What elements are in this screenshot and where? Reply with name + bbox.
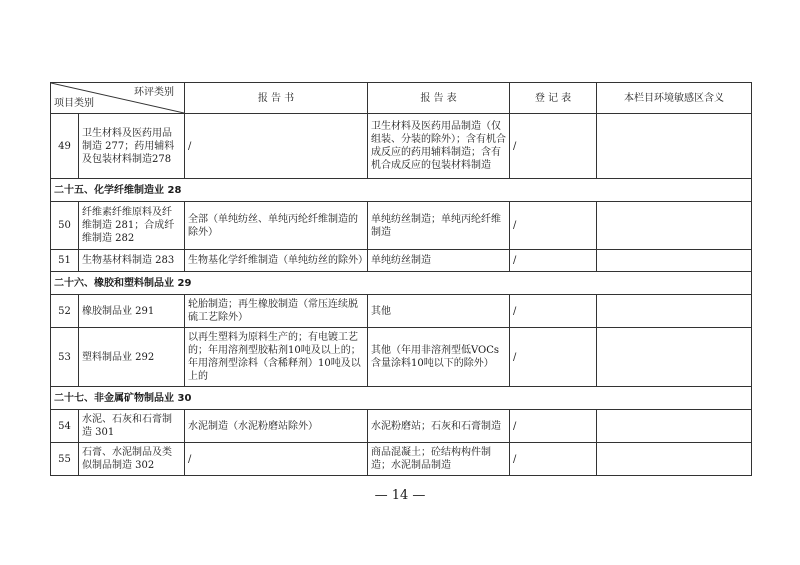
report-book-cell: 生物基化学纤维制造（单纯纺丝的除外） <box>185 250 368 272</box>
register-cell: / <box>510 443 597 476</box>
report-book-cell: / <box>185 443 368 476</box>
project-name: 石膏、水泥制品及类似制品制造 302 <box>79 443 185 476</box>
row-number: 51 <box>51 250 79 272</box>
sensitive-cell <box>597 328 752 387</box>
section-title: 二十七、非金属矿物制品业 30 <box>51 387 752 410</box>
header-report-form: 报 告 表 <box>368 83 510 114</box>
report-form-cell: 单纯纺丝制造 <box>368 250 510 272</box>
section-row <box>51 272 752 295</box>
report-form-cell: 其他（年用非溶剂型低VOCs含量涂料10吨以下的除外） <box>368 328 510 387</box>
register-cell: / <box>510 328 597 387</box>
report-form-cell: 其他 <box>368 295 510 328</box>
row-number: 52 <box>51 295 79 328</box>
project-name: 生物基材料制造 283 <box>79 250 185 272</box>
page-number: — 14 — <box>374 488 426 503</box>
register-cell: / <box>510 410 597 443</box>
table-header-row <box>51 83 752 114</box>
header-report-book: 报 告 书 <box>185 83 368 114</box>
row-number: 54 <box>51 410 79 443</box>
report-form-cell: 单纯纺丝制造；单纯丙纶纤维制造 <box>368 202 510 250</box>
row-number: 55 <box>51 443 79 476</box>
report-form-cell: 商品混凝土；砼结构构件制造；水泥制品制造 <box>368 443 510 476</box>
project-name: 卫生材料及医药用品制造 277；药用辅料及包装材料制造278 <box>79 114 185 179</box>
sensitive-cell <box>597 443 752 476</box>
report-book-cell: 以再生塑料为原料生产的；有电镀工艺的；年用溶剂型胶粘剂10吨及以上的；年用溶剂型涂料（含稀释剂）10吨及以上的 <box>185 328 368 387</box>
table-row <box>51 443 752 476</box>
register-cell: / <box>510 250 597 272</box>
table-row <box>51 328 752 387</box>
sensitive-cell <box>597 295 752 328</box>
header-register: 登 记 表 <box>510 83 597 114</box>
row-number: 49 <box>51 114 79 179</box>
report-book-cell: 全部（单纯纺丝、单纯丙纶纤维制造的除外） <box>185 202 368 250</box>
project-name: 塑料制品业 292 <box>79 328 185 387</box>
register-cell: / <box>510 295 597 328</box>
project-name: 橡胶制品业 291 <box>79 295 185 328</box>
sensitive-cell <box>597 410 752 443</box>
header-corner-top: 环评类别 <box>134 87 174 98</box>
report-book-cell: 轮胎制造；再生橡胶制造（常压连续脱硫工艺除外） <box>185 295 368 328</box>
row-number: 50 <box>51 202 79 250</box>
header-corner-cell <box>51 83 185 114</box>
row-number: 53 <box>51 328 79 387</box>
sensitive-cell <box>597 202 752 250</box>
register-cell: / <box>510 202 597 250</box>
sensitive-cell <box>597 114 752 179</box>
header-corner-bottom: 项目类别 <box>54 98 94 109</box>
report-book-cell: / <box>185 114 368 179</box>
header-sensitive: 本栏目环境敏感区含义 <box>597 83 752 114</box>
report-book-cell: 水泥制造（水泥粉磨站除外） <box>185 410 368 443</box>
section-title: 二十六、橡胶和塑料制品业 29 <box>51 272 752 295</box>
section-row <box>51 179 752 202</box>
table-row <box>51 410 752 443</box>
project-name: 水泥、石灰和石膏制造 301 <box>79 410 185 443</box>
table-row <box>51 114 752 179</box>
report-form-cell: 水泥粉磨站；石灰和石膏制造 <box>368 410 510 443</box>
project-name: 纤维素纤维原料及纤维制造 281；合成纤维制造 282 <box>79 202 185 250</box>
register-cell: / <box>510 114 597 179</box>
table-row <box>51 295 752 328</box>
classification-table <box>50 82 752 476</box>
sensitive-cell <box>597 250 752 272</box>
section-title: 二十五、化学纤维制造业 28 <box>51 179 752 202</box>
section-row <box>51 387 752 410</box>
table-row <box>51 202 752 250</box>
table-row <box>51 250 752 272</box>
report-form-cell: 卫生材料及医药用品制造（仅组装、分装的除外）；含有机合成反应的药用辅料制造；含有机合成反应的包装材料制造 <box>368 114 510 179</box>
